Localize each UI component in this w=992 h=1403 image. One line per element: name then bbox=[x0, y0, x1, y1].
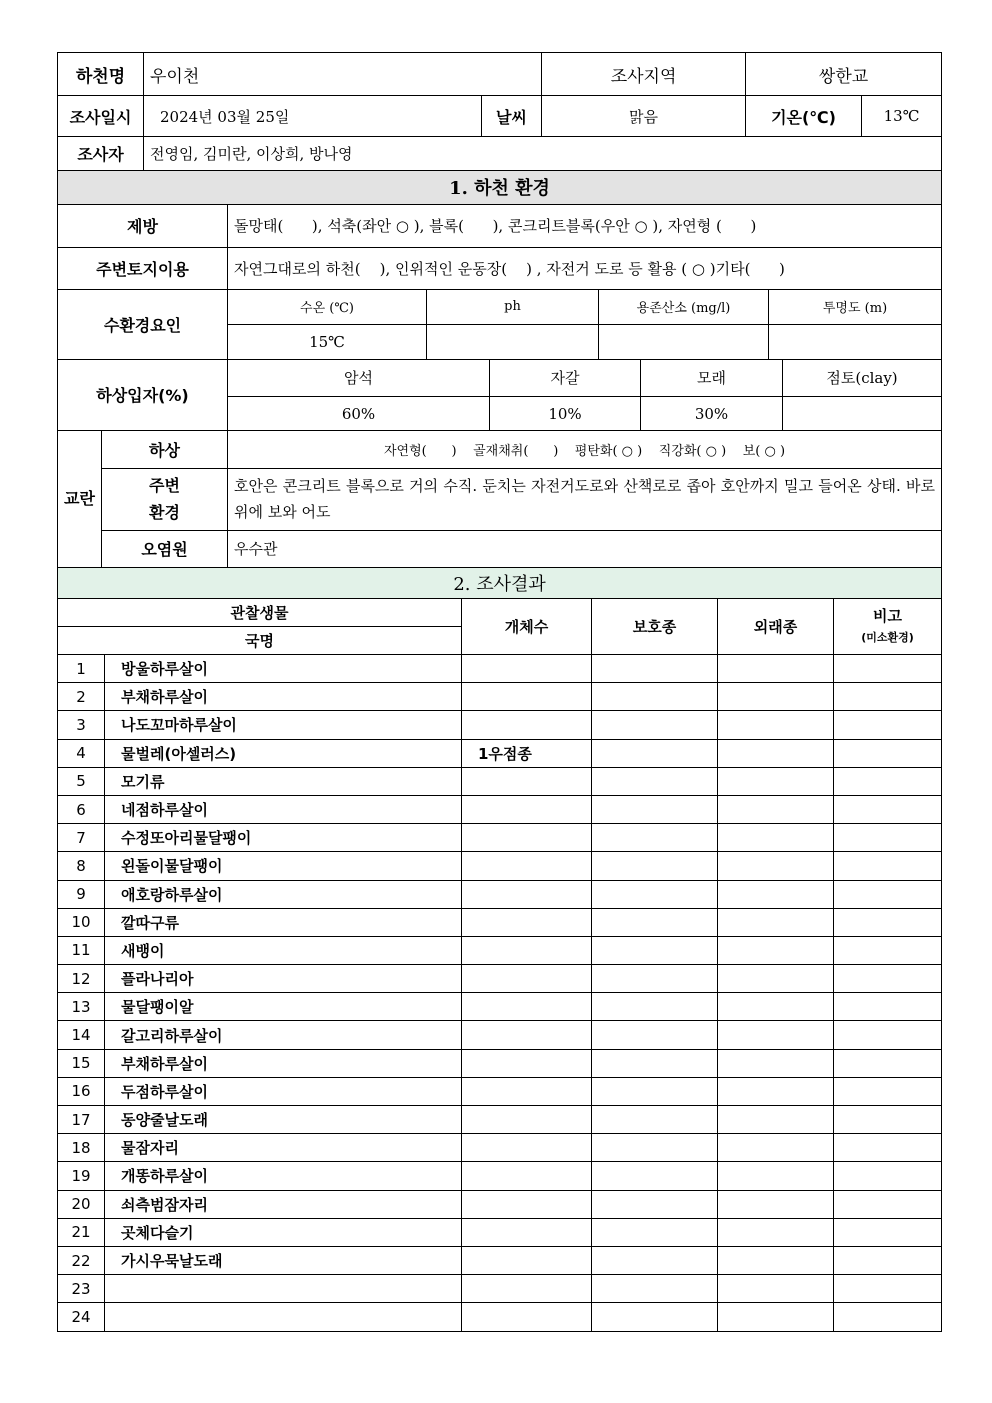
protected-cell bbox=[592, 936, 718, 964]
count-cell bbox=[462, 824, 592, 852]
row-number: 24 bbox=[58, 1303, 105, 1331]
table-row bbox=[58, 711, 942, 739]
table-row bbox=[58, 1049, 942, 1077]
note-cell bbox=[834, 739, 942, 767]
note-cell bbox=[834, 655, 942, 683]
note-cell bbox=[834, 1106, 942, 1134]
results-table bbox=[57, 568, 942, 1332]
row-number: 5 bbox=[58, 767, 105, 795]
table-row bbox=[58, 1106, 942, 1134]
alien-cell bbox=[718, 711, 834, 739]
protected-species-header: 보호종 bbox=[592, 599, 718, 655]
count-cell bbox=[462, 1275, 592, 1303]
table-row bbox=[58, 1218, 942, 1246]
table-row bbox=[58, 852, 942, 880]
protected-cell bbox=[592, 1218, 718, 1246]
alien-cell bbox=[718, 795, 834, 823]
survey-date-value: 2024년 03월 25일 bbox=[144, 96, 482, 137]
section-environment-title: 1. 하천 환경 bbox=[58, 171, 942, 204]
count-cell bbox=[462, 1162, 592, 1190]
note-cell bbox=[834, 1303, 942, 1331]
note-cell bbox=[834, 1021, 942, 1049]
table-row bbox=[58, 993, 942, 1021]
note-cell bbox=[834, 908, 942, 936]
alien-cell bbox=[718, 880, 834, 908]
protected-cell bbox=[592, 824, 718, 852]
alien-cell bbox=[718, 1303, 834, 1331]
bed-sand-header: 모래 bbox=[641, 360, 783, 397]
species-name: 쇠측범잠자리 bbox=[105, 1190, 462, 1218]
protected-cell bbox=[592, 852, 718, 880]
species-name: 방울하루살이 bbox=[105, 655, 462, 683]
count-cell bbox=[462, 795, 592, 823]
note-cell bbox=[834, 767, 942, 795]
count-cell bbox=[462, 1134, 592, 1162]
row-number: 18 bbox=[58, 1134, 105, 1162]
row-number: 14 bbox=[58, 1021, 105, 1049]
note-cell bbox=[834, 880, 942, 908]
table-row bbox=[58, 1190, 942, 1218]
alien-cell bbox=[718, 683, 834, 711]
land-use-label: 주변토지이용 bbox=[58, 247, 228, 289]
alien-cell bbox=[718, 767, 834, 795]
species-name: 부채하루살이 bbox=[105, 683, 462, 711]
bed-gravel-header: 자갈 bbox=[490, 360, 641, 397]
alien-cell bbox=[718, 824, 834, 852]
protected-cell bbox=[592, 965, 718, 993]
protected-cell bbox=[592, 739, 718, 767]
note-cell bbox=[834, 1077, 942, 1105]
row-number: 4 bbox=[58, 739, 105, 767]
note-cell bbox=[834, 1246, 942, 1274]
count-cell bbox=[462, 1049, 592, 1077]
bed-particle-label: 하상입자(%) bbox=[58, 360, 228, 431]
air-temp-label: 기온(℃) bbox=[746, 96, 862, 137]
transparency-value bbox=[769, 324, 942, 359]
alien-species-header: 외래종 bbox=[718, 599, 834, 655]
protected-cell bbox=[592, 655, 718, 683]
row-number: 22 bbox=[58, 1246, 105, 1274]
protected-cell bbox=[592, 1275, 718, 1303]
protected-cell bbox=[592, 1162, 718, 1190]
table-row bbox=[58, 1077, 942, 1105]
korean-name-header: 국명 bbox=[58, 627, 462, 655]
weather-value: 맑음 bbox=[542, 96, 746, 137]
species-name: 깔따구류 bbox=[105, 908, 462, 936]
count-cell bbox=[462, 711, 592, 739]
row-number: 12 bbox=[58, 965, 105, 993]
protected-cell bbox=[592, 711, 718, 739]
table-row bbox=[58, 1021, 942, 1049]
bed-clay-header: 점토(clay) bbox=[783, 360, 942, 397]
river-name-value: 우이천 bbox=[144, 53, 542, 96]
protected-cell bbox=[592, 1049, 718, 1077]
row-number: 2 bbox=[58, 683, 105, 711]
alien-cell bbox=[718, 1218, 834, 1246]
table-row bbox=[58, 908, 942, 936]
environment-table bbox=[57, 171, 942, 360]
note-cell bbox=[834, 795, 942, 823]
alien-cell bbox=[718, 908, 834, 936]
row-number: 7 bbox=[58, 824, 105, 852]
bed-sand-value: 30% bbox=[641, 397, 783, 431]
surroundings-label-line1: 주변 bbox=[149, 476, 180, 495]
note-cell bbox=[834, 1049, 942, 1077]
ph-header: ph bbox=[427, 289, 599, 324]
note-header-label: 비고 bbox=[873, 606, 903, 625]
species-name: 네점하루살이 bbox=[105, 795, 462, 823]
table-row bbox=[58, 880, 942, 908]
protected-cell bbox=[592, 1190, 718, 1218]
species-name: 나도꼬마하루살이 bbox=[105, 711, 462, 739]
embankment-label: 제방 bbox=[58, 204, 228, 247]
protected-cell bbox=[592, 993, 718, 1021]
count-cell bbox=[462, 880, 592, 908]
row-number: 21 bbox=[58, 1218, 105, 1246]
note-cell bbox=[834, 1275, 942, 1303]
section-results-title: 2. 조사결과 bbox=[58, 568, 942, 599]
header-table bbox=[57, 52, 942, 171]
species-name: 두점하루살이 bbox=[105, 1077, 462, 1105]
row-number: 11 bbox=[58, 936, 105, 964]
count-cell bbox=[462, 655, 592, 683]
species-name: 갈고리하루살이 bbox=[105, 1021, 462, 1049]
species-name: 동양줄날도래 bbox=[105, 1106, 462, 1134]
count-cell: 1우점종 bbox=[462, 739, 592, 767]
protected-cell bbox=[592, 1077, 718, 1105]
alien-cell bbox=[718, 1077, 834, 1105]
species-list bbox=[58, 655, 942, 1332]
table-row bbox=[58, 767, 942, 795]
riverbed-label: 하상 bbox=[102, 431, 228, 468]
water-factors-label: 수환경요인 bbox=[58, 289, 228, 359]
note-cell bbox=[834, 711, 942, 739]
table-row bbox=[58, 1246, 942, 1274]
land-use-value: 자연그대로의 하천( ), 인위적인 운동장( ) , 자전거 도로 등 활용 ( ○ )기타( ) bbox=[228, 247, 942, 289]
row-number: 10 bbox=[58, 908, 105, 936]
note-cell bbox=[834, 1162, 942, 1190]
table-row bbox=[58, 1134, 942, 1162]
weather-label: 날씨 bbox=[482, 96, 542, 137]
disturbance-label: 교란 bbox=[58, 431, 102, 567]
note-cell bbox=[834, 993, 942, 1021]
count-cell bbox=[462, 1190, 592, 1218]
row-number: 9 bbox=[58, 880, 105, 908]
species-name: 물벌레(아셀러스) bbox=[105, 739, 462, 767]
pollution-source-value: 우수관 bbox=[228, 530, 942, 567]
surroundings-label bbox=[102, 468, 228, 530]
note-cell bbox=[834, 1218, 942, 1246]
row-number: 3 bbox=[58, 711, 105, 739]
note-cell bbox=[834, 936, 942, 964]
row-number: 1 bbox=[58, 655, 105, 683]
air-temp-value: 13℃ bbox=[862, 96, 942, 137]
species-name: 플라나리아 bbox=[105, 965, 462, 993]
note-cell bbox=[834, 1190, 942, 1218]
note-cell bbox=[834, 824, 942, 852]
species-name: 곳체다슬기 bbox=[105, 1218, 462, 1246]
row-number: 6 bbox=[58, 795, 105, 823]
protected-cell bbox=[592, 1303, 718, 1331]
protected-cell bbox=[592, 683, 718, 711]
species-name: 가시우묵날도래 bbox=[105, 1246, 462, 1274]
species-name: 개똥하루살이 bbox=[105, 1162, 462, 1190]
table-row bbox=[58, 824, 942, 852]
table-row bbox=[58, 795, 942, 823]
species-name: 부채하루살이 bbox=[105, 1049, 462, 1077]
count-cell bbox=[462, 1077, 592, 1105]
table-row bbox=[58, 965, 942, 993]
surroundings-value: 호안은 콘크리트 블록으로 거의 수직. 둔치는 자전거도로와 산책로로 좁아 호안까지 밀고 들어온 상태. 바로 위에 보와 어도 bbox=[228, 468, 942, 530]
table-row bbox=[58, 936, 942, 964]
bed-table bbox=[57, 360, 942, 432]
alien-cell bbox=[718, 655, 834, 683]
row-number: 15 bbox=[58, 1049, 105, 1077]
row-number: 16 bbox=[58, 1077, 105, 1105]
note-header bbox=[834, 599, 942, 655]
protected-cell bbox=[592, 908, 718, 936]
alien-cell bbox=[718, 1106, 834, 1134]
species-name: 모기류 bbox=[105, 767, 462, 795]
count-cell bbox=[462, 1218, 592, 1246]
dissolved-oxygen-value bbox=[599, 324, 769, 359]
row-number: 23 bbox=[58, 1275, 105, 1303]
count-cell bbox=[462, 936, 592, 964]
alien-cell bbox=[718, 1162, 834, 1190]
species-name: 왼돌이물달팽이 bbox=[105, 852, 462, 880]
species-name bbox=[105, 1303, 462, 1331]
surveyor-label: 조사자 bbox=[58, 137, 144, 171]
survey-area-label: 조사지역 bbox=[542, 53, 746, 96]
count-cell bbox=[462, 993, 592, 1021]
species-name: 새뱅이 bbox=[105, 936, 462, 964]
note-cell bbox=[834, 965, 942, 993]
species-name: 애호랑하루살이 bbox=[105, 880, 462, 908]
table-row bbox=[58, 1275, 942, 1303]
survey-date-label: 조사일시 bbox=[58, 96, 144, 137]
transparency-header: 투명도 (m) bbox=[769, 289, 942, 324]
alien-cell bbox=[718, 1021, 834, 1049]
river-name-label: 하천명 bbox=[58, 53, 144, 96]
dissolved-oxygen-header: 용존산소 (mg/l) bbox=[599, 289, 769, 324]
count-cell bbox=[462, 1106, 592, 1134]
protected-cell bbox=[592, 1246, 718, 1274]
pollution-source-label: 오염원 bbox=[102, 530, 228, 567]
alien-cell bbox=[718, 1134, 834, 1162]
bed-rock-value: 60% bbox=[228, 397, 490, 431]
species-name: 물달팽이알 bbox=[105, 993, 462, 1021]
row-number: 13 bbox=[58, 993, 105, 1021]
bed-gravel-value: 10% bbox=[490, 397, 641, 431]
protected-cell bbox=[592, 880, 718, 908]
bed-clay-value bbox=[783, 397, 942, 431]
alien-cell bbox=[718, 993, 834, 1021]
species-name bbox=[105, 1275, 462, 1303]
alien-cell bbox=[718, 852, 834, 880]
note-header-sub: (미소환경) bbox=[861, 630, 914, 644]
alien-cell bbox=[718, 1275, 834, 1303]
note-cell bbox=[834, 683, 942, 711]
water-temp-header: 수온 (℃) bbox=[228, 289, 427, 324]
count-cell bbox=[462, 683, 592, 711]
bed-rock-header: 암석 bbox=[228, 360, 490, 397]
protected-cell bbox=[592, 1134, 718, 1162]
count-cell bbox=[462, 965, 592, 993]
surveyor-value: 전영임, 김미란, 이상희, 방나영 bbox=[144, 137, 942, 171]
row-number: 8 bbox=[58, 852, 105, 880]
count-cell bbox=[462, 1303, 592, 1331]
species-name: 수정또아리물달팽이 bbox=[105, 824, 462, 852]
alien-cell bbox=[718, 936, 834, 964]
survey-sheet bbox=[57, 52, 941, 1332]
ph-value bbox=[427, 324, 599, 359]
count-cell bbox=[462, 1246, 592, 1274]
disturbance-table bbox=[57, 431, 942, 568]
riverbed-value: 자연형( ) 골재채취( ) 평탄화( ○ ) 직강화( ○ ) 보( ○ ) bbox=[228, 431, 942, 468]
count-cell bbox=[462, 908, 592, 936]
row-number: 19 bbox=[58, 1162, 105, 1190]
surroundings-label-line2: 환경 bbox=[149, 503, 180, 522]
alien-cell bbox=[718, 1190, 834, 1218]
table-row bbox=[58, 1162, 942, 1190]
protected-cell bbox=[592, 767, 718, 795]
observed-organisms-header: 관찰생물 bbox=[58, 599, 462, 627]
table-row bbox=[58, 739, 942, 767]
table-row bbox=[58, 683, 942, 711]
alien-cell bbox=[718, 1246, 834, 1274]
alien-cell bbox=[718, 739, 834, 767]
row-number: 17 bbox=[58, 1106, 105, 1134]
protected-cell bbox=[592, 1021, 718, 1049]
embankment-value: 돌망태( ), 석축(좌안 ○ ), 블록( ), 콘크리트블록(우안 ○ ), 자연형 ( ) bbox=[228, 204, 942, 247]
alien-cell bbox=[718, 1049, 834, 1077]
protected-cell bbox=[592, 795, 718, 823]
row-number: 20 bbox=[58, 1190, 105, 1218]
table-row bbox=[58, 655, 942, 683]
survey-area-value: 쌍한교 bbox=[746, 53, 942, 96]
count-cell bbox=[462, 1021, 592, 1049]
species-name: 물잠자리 bbox=[105, 1134, 462, 1162]
protected-cell bbox=[592, 1106, 718, 1134]
alien-cell bbox=[718, 965, 834, 993]
count-cell bbox=[462, 767, 592, 795]
water-temp-value: 15℃ bbox=[228, 324, 427, 359]
count-header: 개체수 bbox=[462, 599, 592, 655]
note-cell bbox=[834, 1134, 942, 1162]
note-cell bbox=[834, 852, 942, 880]
table-row bbox=[58, 1303, 942, 1331]
count-cell bbox=[462, 852, 592, 880]
